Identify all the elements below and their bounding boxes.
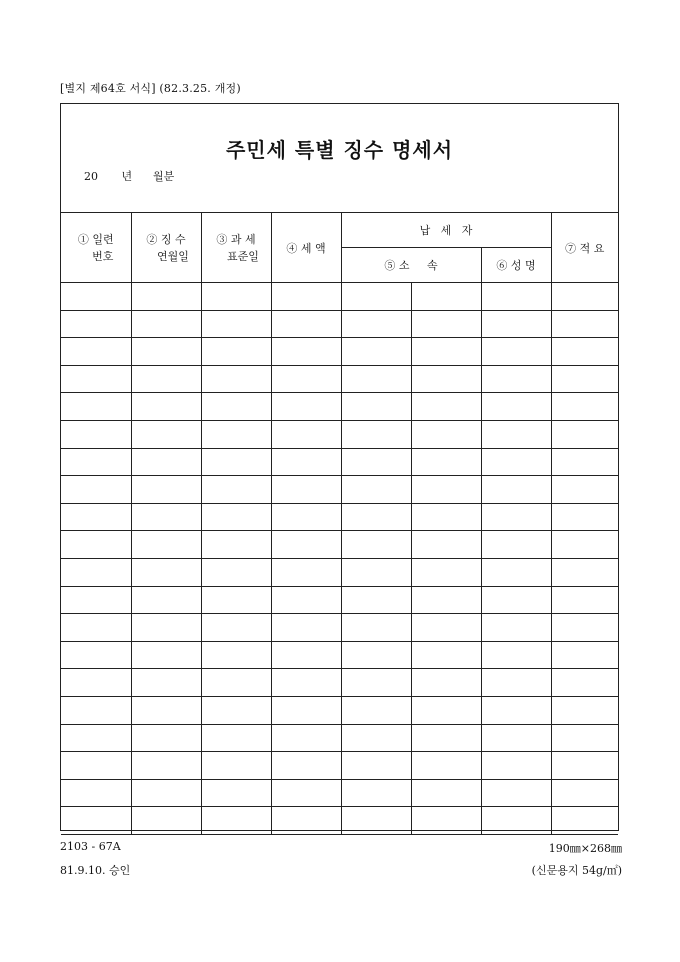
table-cell[interactable] [411,448,481,476]
form-code: 2103 - 67A [60,840,121,853]
table-cell[interactable] [201,752,271,780]
table-cell[interactable] [201,779,271,807]
table-cell[interactable] [131,448,201,476]
table-cell[interactable] [271,724,341,752]
table-cell[interactable] [131,752,201,780]
table-cell[interactable] [271,807,341,835]
table-row [61,310,618,338]
table-cell[interactable] [551,531,618,559]
table-cell[interactable] [61,779,131,807]
table-cell[interactable] [341,420,411,448]
table-cell[interactable] [481,669,551,697]
table-cell[interactable] [551,310,618,338]
table-row [61,779,618,807]
table-cell[interactable] [341,614,411,642]
table-cell[interactable] [271,310,341,338]
table-cell[interactable] [411,779,481,807]
table-row [61,448,618,476]
table-cell[interactable] [201,448,271,476]
table-cell[interactable] [551,558,618,586]
table-cell[interactable] [411,338,481,366]
table-cell[interactable] [61,752,131,780]
table-cell[interactable] [551,420,618,448]
table-cell[interactable] [201,724,271,752]
table-cell[interactable] [271,476,341,504]
table-cell[interactable] [341,393,411,421]
table-cell[interactable] [341,283,411,311]
table-cell[interactable] [341,724,411,752]
table-cell[interactable] [411,641,481,669]
table-cell[interactable] [481,338,551,366]
table-cell[interactable] [201,476,271,504]
table-cell[interactable] [61,448,131,476]
table-cell[interactable] [271,779,341,807]
table-cell[interactable] [201,641,271,669]
table-row [61,338,618,366]
table-cell[interactable] [61,558,131,586]
table-cell[interactable] [411,393,481,421]
table-row [61,283,618,311]
table-cell[interactable] [411,558,481,586]
table-cell[interactable] [131,614,201,642]
table-cell[interactable] [551,752,618,780]
table-cell[interactable] [61,283,131,311]
table-cell[interactable] [341,641,411,669]
month-label: 월분 [153,170,175,183]
table-cell[interactable] [271,365,341,393]
table-cell[interactable] [411,696,481,724]
table-cell[interactable] [201,310,271,338]
table-cell[interactable] [481,558,551,586]
table-cell[interactable] [131,393,201,421]
table-cell[interactable] [61,614,131,642]
table-cell[interactable] [61,669,131,697]
table-cell[interactable] [201,586,271,614]
table-cell[interactable] [341,752,411,780]
table-cell[interactable] [481,448,551,476]
table-cell[interactable] [481,476,551,504]
table-cell[interactable] [61,807,131,835]
table-cell[interactable] [201,365,271,393]
table-cell[interactable] [271,420,341,448]
table-cell[interactable] [201,807,271,835]
col-tax-amount-header: ④ 세 액 [271,213,341,283]
col-collect-date-label-2: 연월일 [157,249,189,263]
table-row [61,614,618,642]
table-cell[interactable] [61,310,131,338]
table-cell[interactable] [131,503,201,531]
table-cell[interactable] [271,669,341,697]
table-row [61,531,618,559]
table-cell[interactable] [201,283,271,311]
table-cell[interactable] [61,503,131,531]
period-line [84,168,174,184]
table-cell[interactable] [341,476,411,504]
table-row [61,365,618,393]
table-cell[interactable] [131,669,201,697]
table-row [61,420,618,448]
col-affiliation-header: ⑤ 소 속 [341,248,481,283]
year-prefix: 20 [84,170,98,183]
table-row [61,669,618,697]
table-row [61,503,618,531]
table-cell[interactable] [411,586,481,614]
table-cell[interactable] [481,310,551,338]
table-cell[interactable] [201,393,271,421]
table-cell[interactable] [271,752,341,780]
table-cell[interactable] [551,283,618,311]
col-collect-date-label-1: ② 징 수 [146,232,186,246]
table-cell[interactable] [61,696,131,724]
table-cell[interactable] [131,586,201,614]
table-row [61,696,618,724]
table-cell[interactable] [411,752,481,780]
table-cell[interactable] [551,476,618,504]
table-cell[interactable] [481,807,551,835]
table-cell[interactable] [481,779,551,807]
table-cell[interactable] [201,696,271,724]
table-row [61,586,618,614]
paper-type: (신문용지 54g/㎡) [531,864,622,877]
table-cell[interactable] [131,420,201,448]
form-title: 주민세 특별 징수 명세서 [225,138,454,162]
table-cell[interactable] [481,586,551,614]
table-cell[interactable] [271,448,341,476]
table-cell[interactable] [61,365,131,393]
table-cell[interactable] [271,283,341,311]
year-label: 년 [121,170,133,183]
col-serial-label-2: 번호 [92,249,114,263]
table-cell[interactable] [61,641,131,669]
table-cell[interactable] [61,420,131,448]
table-cell[interactable] [271,558,341,586]
table-row [61,807,618,835]
table-cell[interactable] [551,503,618,531]
table-cell[interactable] [201,558,271,586]
col-name-header: ⑥ 성 명 [481,248,551,283]
table-cell[interactable] [341,669,411,697]
table-cell[interactable] [551,807,618,835]
table-cell[interactable] [201,420,271,448]
table-cell[interactable] [61,476,131,504]
col-serial-header [61,213,131,283]
table-cell[interactable] [411,724,481,752]
table-cell[interactable] [131,283,201,311]
table-cell[interactable] [131,365,201,393]
table-cell[interactable] [131,476,201,504]
table-cell[interactable] [481,696,551,724]
table-cell[interactable] [201,503,271,531]
detail-table [61,212,618,835]
table-cell[interactable] [341,558,411,586]
table-cell[interactable] [551,614,618,642]
table-cell[interactable] [551,365,618,393]
table-cell[interactable] [551,779,618,807]
table-cell[interactable] [551,641,618,669]
table-cell[interactable] [551,586,618,614]
table-cell[interactable] [61,724,131,752]
table-cell[interactable] [481,614,551,642]
table-cell[interactable] [61,586,131,614]
table-cell[interactable] [271,586,341,614]
header-row-1 [61,213,618,248]
table-cell[interactable] [481,365,551,393]
table-cell[interactable] [271,614,341,642]
table-cell[interactable] [131,779,201,807]
col-tax-base-label-1: ③ 과 세 [216,232,256,246]
table-cell[interactable] [131,338,201,366]
table-cell[interactable] [271,641,341,669]
table-cell[interactable] [481,393,551,421]
table-cell[interactable] [341,696,411,724]
table-cell[interactable] [61,393,131,421]
table-cell[interactable] [411,365,481,393]
table-cell[interactable] [341,310,411,338]
table-row [61,476,618,504]
table-cell[interactable] [341,779,411,807]
col-remarks-header: ⑦ 적 요 [551,213,618,283]
table-row [61,641,618,669]
table-row [61,724,618,752]
table-cell[interactable] [551,669,618,697]
table-cell[interactable] [201,531,271,559]
table-cell[interactable] [201,669,271,697]
table-cell[interactable] [341,448,411,476]
table-cell[interactable] [551,724,618,752]
table-cell[interactable] [341,807,411,835]
table-row [61,752,618,780]
table-cell[interactable] [201,614,271,642]
table-cell[interactable] [341,365,411,393]
table-cell[interactable] [481,641,551,669]
table-cell[interactable] [61,338,131,366]
col-tax-base-header [201,213,271,283]
table-cell[interactable] [341,586,411,614]
table-cell[interactable] [271,503,341,531]
col-tax-base-label-2: 표준일 [227,249,259,263]
table-cell[interactable] [481,503,551,531]
table-cell[interactable] [551,696,618,724]
table-cell[interactable] [131,696,201,724]
table-cell[interactable] [411,614,481,642]
table-cell[interactable] [481,531,551,559]
table-cell[interactable] [411,807,481,835]
table-cell[interactable] [131,531,201,559]
taxpayer-group-header: 납 세 자 [341,213,551,248]
col-serial-label-1: ① 일련 [77,232,114,246]
table-cell[interactable] [411,531,481,559]
table-cell[interactable] [341,338,411,366]
col-collect-date-header [131,213,201,283]
table-cell[interactable] [481,283,551,311]
table-cell[interactable] [551,448,618,476]
table-cell[interactable] [131,724,201,752]
form-reference: [별지 제64호 서식] (82.3.25. 개정) [60,82,241,95]
approval-date: 81.9.10. 승인 [60,864,131,877]
table-cell[interactable] [411,310,481,338]
table-cell[interactable] [271,338,341,366]
table-row [61,393,618,421]
table-cell[interactable] [131,641,201,669]
table-cell[interactable] [271,531,341,559]
table-cell[interactable] [341,531,411,559]
table-cell[interactable] [411,503,481,531]
table-cell[interactable] [411,669,481,697]
table-cell[interactable] [131,558,201,586]
table-cell[interactable] [271,393,341,421]
table-cell[interactable] [481,420,551,448]
table-row [61,558,618,586]
table-cell[interactable] [411,420,481,448]
table-cell[interactable] [61,531,131,559]
table-cell[interactable] [131,807,201,835]
paper-size: 190㎜×268㎜ [548,842,622,855]
table-cell[interactable] [411,476,481,504]
table-cell[interactable] [481,752,551,780]
table-cell[interactable] [551,338,618,366]
table-cell[interactable] [201,338,271,366]
table-cell[interactable] [481,724,551,752]
table-cell[interactable] [341,503,411,531]
table-cell[interactable] [131,310,201,338]
table-cell[interactable] [551,393,618,421]
form-frame [60,103,619,831]
table-cell[interactable] [271,696,341,724]
table-cell[interactable] [411,283,481,311]
